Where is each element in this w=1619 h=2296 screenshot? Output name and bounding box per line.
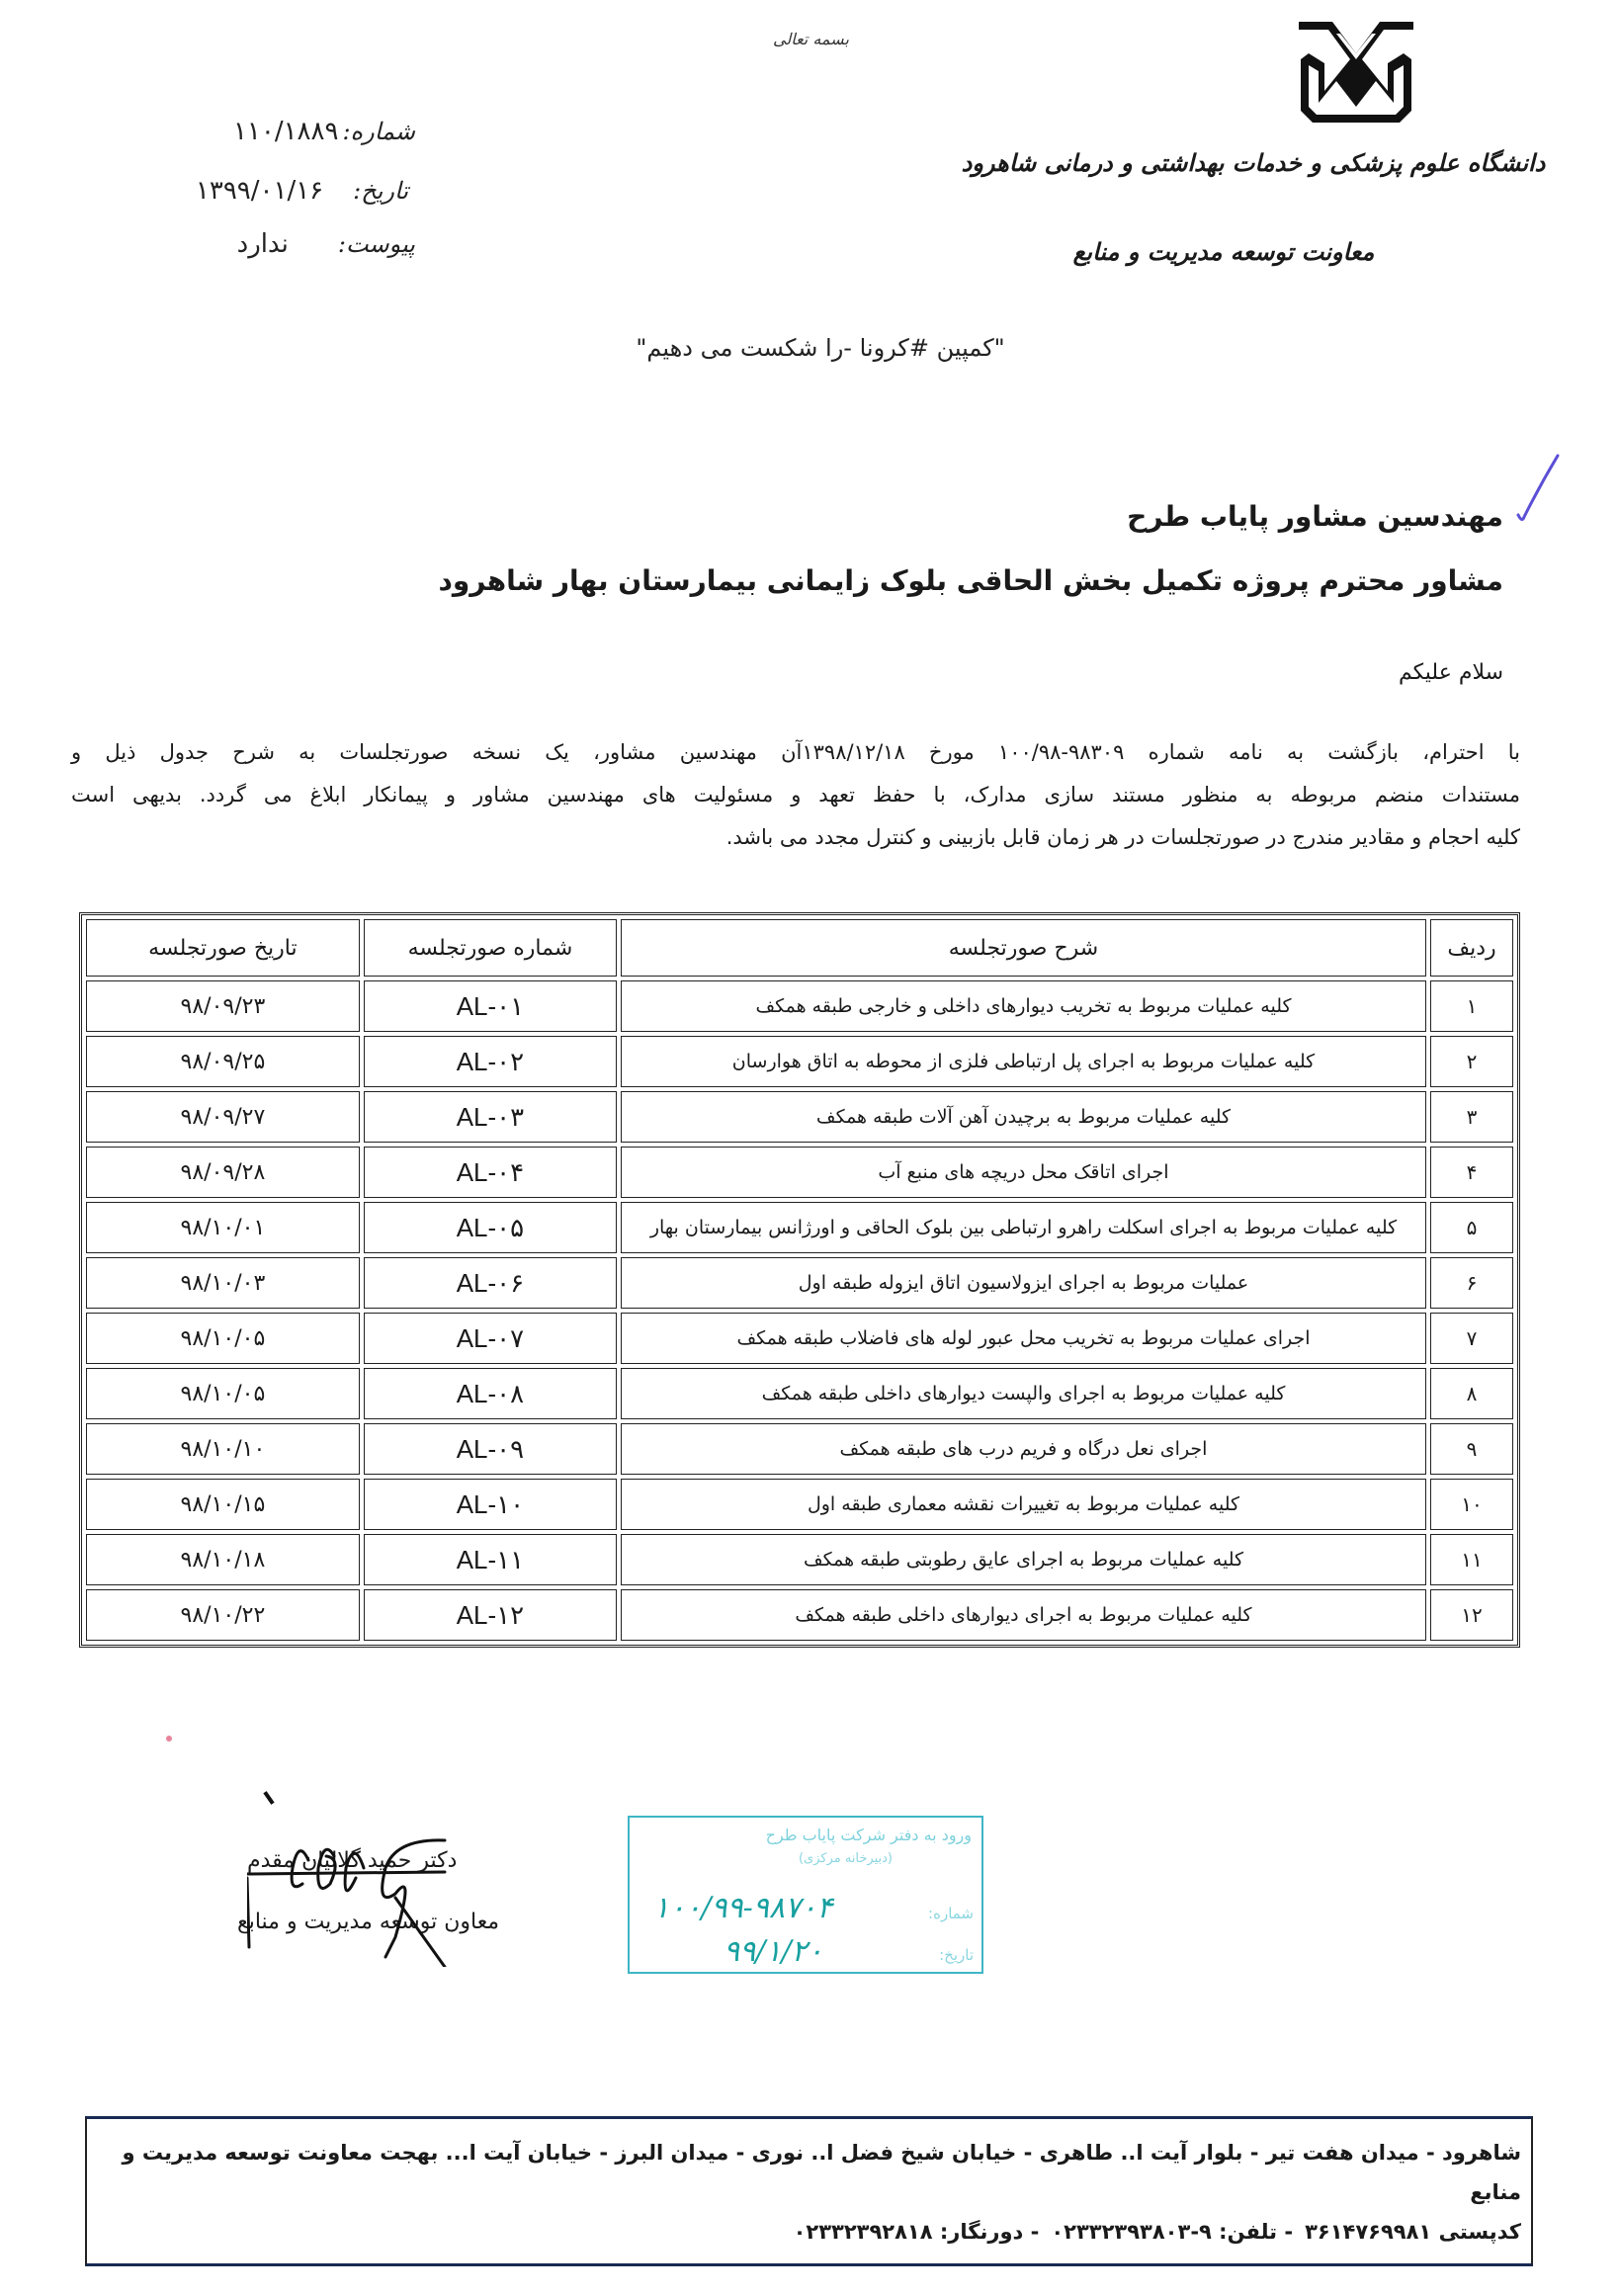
cell-minutes-number: AL-۰۵ xyxy=(364,1202,617,1253)
letter-body xyxy=(71,731,1520,859)
cell-minutes-date: ۹۸/۱۰/۱۸ xyxy=(86,1534,360,1585)
table-row xyxy=(86,1423,1513,1475)
cell-minutes-date: ۹۸/۱۰/۰۵ xyxy=(86,1313,360,1364)
cell-row-number: ۷ xyxy=(1430,1313,1513,1364)
letter-number xyxy=(233,117,415,146)
minutes-table xyxy=(79,912,1520,1648)
letter-body-line: با احترام، بازگشت به نامه شماره ۹۸۳۰۹-۱۰۰/۹۸ مورخ ۱۳۹۸/۱۲/۱۸آن مهندسین مشاور، یک نسخه صورتجلسات به شرح جدول ذیل و xyxy=(71,740,1520,764)
cell-minutes-date: ۹۸/۱۰/۰۵ xyxy=(86,1368,360,1419)
ink-mark xyxy=(263,1791,274,1805)
cell-row-number: ۹ xyxy=(1430,1423,1513,1475)
letter-number-label: شماره: xyxy=(342,118,415,145)
letter-attachment xyxy=(237,229,415,259)
cell-row-number: ۲ xyxy=(1430,1036,1513,1087)
table-body xyxy=(86,980,1513,1641)
cell-minutes-number: AL-۱۰ xyxy=(364,1479,617,1530)
cell-minutes-date: ۹۸/۱۰/۱۵ xyxy=(86,1479,360,1530)
cell-minutes-number: AL-۱۱ xyxy=(364,1534,617,1585)
cell-description: کلیه عملیات مربوط به تغییرات نقشه معماری طبقه اول xyxy=(621,1479,1426,1530)
cell-row-number: ۳ xyxy=(1430,1091,1513,1143)
letter-number-value: ۱۱۰/۱۸۸۹ xyxy=(232,117,339,146)
table-row xyxy=(86,1479,1513,1530)
cell-minutes-date: ۹۸/۱۰/۱۰ xyxy=(86,1423,360,1475)
table-row xyxy=(86,1091,1513,1143)
letter-date-label: تاریخ: xyxy=(353,177,408,205)
table-row xyxy=(86,1313,1513,1364)
cell-description: اجرای عملیات مربوط به تخریب محل عبور لوله های فاضلاب طبقه همکف xyxy=(621,1313,1426,1364)
cell-minutes-date: ۹۸/۱۰/۲۲ xyxy=(86,1589,360,1641)
letter-date xyxy=(196,176,408,206)
stamp-date-value: ۹۹/۱/۲۰ xyxy=(724,1934,823,1969)
letter-attachment-value: ندارد xyxy=(236,229,289,259)
stamp-date-label: تاریخ: xyxy=(939,1946,974,1964)
university-logo xyxy=(1293,20,1419,124)
cell-minutes-number: AL-۰۶ xyxy=(364,1257,617,1309)
cell-minutes-number: AL-۱۲ xyxy=(364,1589,617,1641)
header-row-number: ردیف xyxy=(1430,919,1513,977)
ink-speck xyxy=(166,1736,172,1742)
table-header-row xyxy=(86,919,1513,977)
cell-description: کلیه عملیات مربوط به اجرای پل ارتباطی فلزی از محوطه به اتاق هوارسان xyxy=(621,1036,1426,1087)
cell-description: عملیات مربوط به اجرای ایزولاسیون اتاق ایزوله طبقه اول xyxy=(621,1257,1426,1309)
cell-minutes-date: ۹۸/۰۹/۲۳ xyxy=(86,980,360,1032)
table-row xyxy=(86,1202,1513,1253)
letter-attachment-label: پیوست: xyxy=(337,230,415,258)
footer-phone: - تلفن: ۹-۰۲۳۳۲۳۹۳۸۰۳ xyxy=(1051,2220,1294,2244)
header-description: شرح صورتجلسه xyxy=(621,919,1426,977)
footer-contact xyxy=(97,2212,1521,2252)
cell-minutes-number: AL-۰۷ xyxy=(364,1313,617,1364)
table-row xyxy=(86,1368,1513,1419)
cell-description: کلیه عملیات مربوط به برچیدن آهن آلات طبقه همکف xyxy=(621,1091,1426,1143)
cell-description: کلیه عملیات مربوط به اجرای والپست دیوارهای داخلی طبقه همکف xyxy=(621,1368,1426,1419)
cell-minutes-number: AL-۰۲ xyxy=(364,1036,617,1087)
letter-body-line: کلیه احجام و مقادیر مندرج در صورتجلسات در هر زمان قابل بازبینی و کنترل مجدد می باشد. xyxy=(725,825,1520,849)
campaign-slogan: "کمپین #کرونا -را شکست می دهیم" xyxy=(636,334,1005,362)
cell-minutes-date: ۹۸/۰۹/۲۵ xyxy=(86,1036,360,1087)
signatory-name: دکتر حمید گلالیان مقدم xyxy=(247,1848,458,1873)
cell-row-number: ۱۲ xyxy=(1430,1589,1513,1641)
cell-row-number: ۶ xyxy=(1430,1257,1513,1309)
addressee-title: مشاور محترم پروژه تکمیل بخش الحاقی بلوک زایمانی بیمارستان بهار شاهرود xyxy=(438,564,1503,597)
header-minutes-number: شماره صورتجلسه xyxy=(364,919,617,977)
cell-row-number: ۱۰ xyxy=(1430,1479,1513,1530)
handwritten-signature xyxy=(247,1828,514,1967)
cell-row-number: ۵ xyxy=(1430,1202,1513,1253)
letter-body-line: مستندات منضم مربوطه به منظور مستند سازی مدارک، با حفظ تعهد و مسئولیت های مهندسین مشاور و پیمانکار ابلاغ می گردد. بدیهی است xyxy=(71,783,1520,807)
greeting: سلام علیکم xyxy=(1398,660,1503,685)
cell-row-number: ۴ xyxy=(1430,1147,1513,1198)
cell-row-number: ۱۱ xyxy=(1430,1534,1513,1585)
cell-description: اجرای اتاقک محل دریچه های منبع آب xyxy=(621,1147,1426,1198)
organization-department: معاونت توسعه مدیریت و منابع xyxy=(1072,237,1375,266)
cell-minutes-date: ۹۸/۱۰/۰۱ xyxy=(86,1202,360,1253)
cell-minutes-number: AL-۰۳ xyxy=(364,1091,617,1143)
addressee-company: مهندسین مشاور پایاب طرح xyxy=(1127,500,1503,533)
stamp-number-label: شماره: xyxy=(928,1905,974,1922)
cell-minutes-date: ۹۸/۱۰/۰۳ xyxy=(86,1257,360,1309)
cell-row-number: ۱ xyxy=(1430,980,1513,1032)
table-row xyxy=(86,1147,1513,1198)
organization-name: دانشگاه علوم پزشکی و خدمات بهداشتی و درمانی شاهرود xyxy=(961,148,1546,177)
stamp-number-value: ۱۰۰/۹۹-۹۸۷۰۴ xyxy=(653,1891,833,1925)
cell-description: کلیه عملیات مربوط به اجرای عایق رطوبتی طبقه همکف xyxy=(621,1534,1426,1585)
cell-minutes-number: AL-۰۱ xyxy=(364,980,617,1032)
cell-minutes-number: AL-۰۸ xyxy=(364,1368,617,1419)
table-row xyxy=(86,1534,1513,1585)
cell-minutes-number: AL-۰۴ xyxy=(364,1147,617,1198)
stamp-subtitle: (دبیرخانه مرکزی) xyxy=(798,1851,893,1866)
footer-fax: - دورنگار: ۰۲۳۳۲۳۹۲۸۱۸ xyxy=(793,2220,1040,2244)
header-minutes-date: تاریخ صورتجلسه xyxy=(86,919,360,977)
cell-description: کلیه عملیات مربوط به اجرای دیوارهای داخلی طبقه همکف xyxy=(621,1589,1426,1641)
cell-row-number: ۸ xyxy=(1430,1368,1513,1419)
table-row xyxy=(86,1257,1513,1309)
table-row xyxy=(86,1589,1513,1641)
cell-description: کلیه عملیات مربوط به اجرای اسکلت راهرو ارتباطی بین بلوک الحاقی و اورژانس بیمارستان بهار xyxy=(621,1202,1426,1253)
cell-description: کلیه عملیات مربوط به تخریب دیوارهای داخلی و خارجی طبقه همکف xyxy=(621,980,1426,1032)
cell-minutes-number: AL-۰۹ xyxy=(364,1423,617,1475)
cell-description: اجرای نعل درگاه و فریم درب های طبقه همکف xyxy=(621,1423,1426,1475)
cell-minutes-date: ۹۸/۰۹/۲۸ xyxy=(86,1147,360,1198)
stamp-title: ورود به دفتر شرکت پایاب طرح xyxy=(765,1826,972,1844)
cell-minutes-date: ۹۸/۰۹/۲۷ xyxy=(86,1091,360,1143)
signatory-title: معاون توسعه مدیریت و منابع xyxy=(237,1910,500,1934)
bismillah: بسمه تعالی xyxy=(773,30,849,48)
checkmark-icon xyxy=(1514,450,1564,529)
footer-postal-code: کدپستی ۳۶۱۴۷۶۹۹۸۱ xyxy=(1305,2220,1521,2244)
footer-address: شاهرود - میدان هفت تیر - بلوار آیت ا.. طاهری - خیابان شیخ فضل ا.. نوری - میدان البرز - خیابان آیت ا... بهجت معاونت توسعه مدیریت و منابع xyxy=(122,2141,1521,2204)
received-stamp xyxy=(628,1816,983,1974)
footer-address-box xyxy=(85,2116,1533,2266)
letter-date-value: ۱۳۹۹/۰۱/۱۶ xyxy=(195,176,324,206)
table-row xyxy=(86,980,1513,1032)
table-row xyxy=(86,1036,1513,1087)
